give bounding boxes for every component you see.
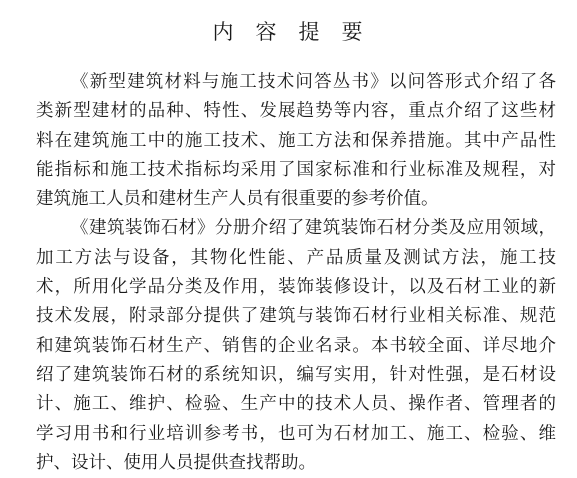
text-line: 《建筑装饰石材》分册介绍了建筑装饰石材分类及应用领域， [71,218,556,239]
document-body [36,68,556,478]
text-line: 能指标和施工技术指标均采用了国家标准和行业标准及规程，对 [36,159,556,180]
page-title: 内容提要 [212,20,385,44]
text-line: 和建筑装饰石材生产、销售的企业名录。本书较全面、详尽地介 [36,335,556,356]
text-line: 计、施工、维护、检验、生产中的技术人员、操作者、管理者的 [36,394,556,415]
text-line: 术，所用化学品分类及作用，装饰装修设计，以及石材工业的新 [36,277,556,298]
text-line: 建筑施工人员和建材生产人员有很重要的参考价值。 [36,189,439,210]
text-line: 护、设计、使用人员提供查找帮助。 [36,452,316,473]
text-line: 技术发展，附录部分提供了建筑与装饰石材行业相关标准、规范 [36,306,556,327]
text-line: 类新型建材的品种、特性、发展趋势等内容，重点介绍了这些材 [36,101,556,122]
text-line: 绍了建筑装饰石材的系统知识，编写实用，针对性强，是石材设 [36,364,556,385]
text-line: 学习用书和行业培训参考书，也可为石材加工、施工、检验、维 [36,423,556,444]
text-line: 料在建筑施工中的施工技术、施工方法和保养措施。其中产品性 [36,130,556,151]
text-line: 加工方法与设备，其物化性能、产品质量及测试方法，施工技 [36,247,556,268]
text-line: 《新型建筑材料与施工技术问答丛书》以问答形式介绍了各 [71,72,556,92]
